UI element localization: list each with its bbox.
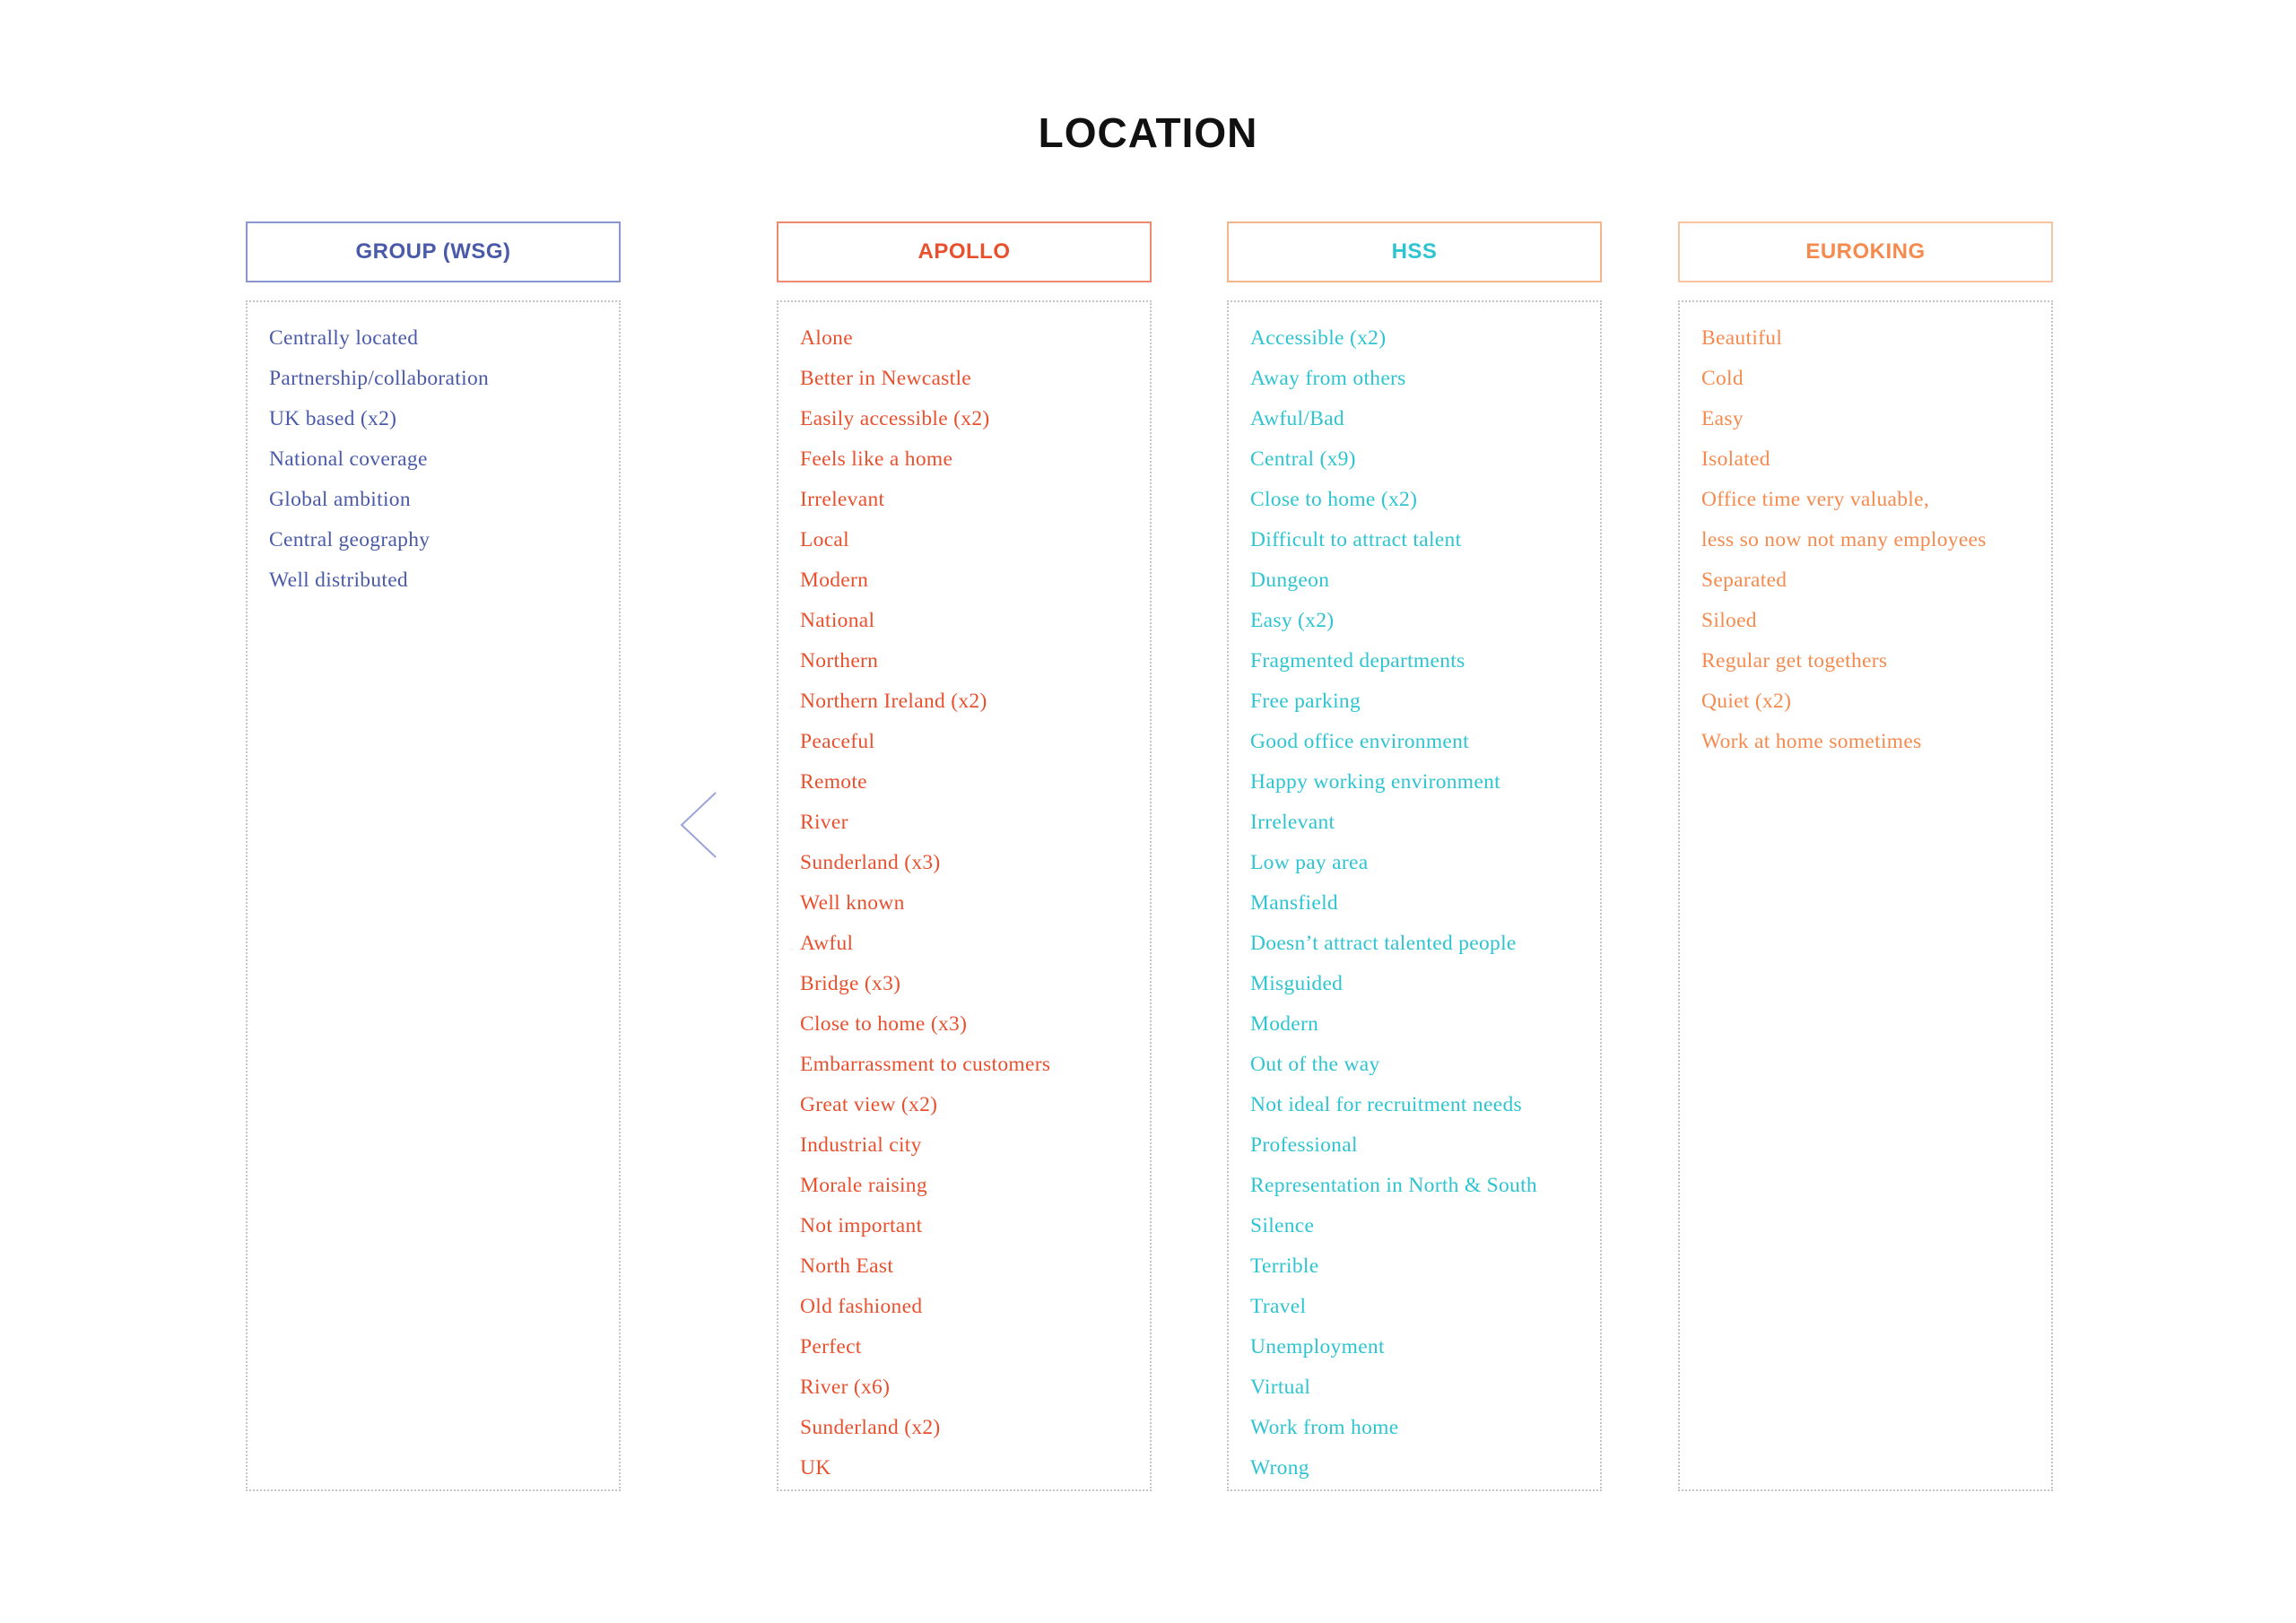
- column-header-hss: [1227, 221, 1602, 282]
- list-item: Old fashioned: [800, 1295, 923, 1318]
- list-item: Easy: [1701, 407, 1744, 430]
- list-item: Not important: [800, 1214, 923, 1237]
- list-item: Beautiful: [1701, 326, 1783, 350]
- list-item: Northern Ireland (x2): [800, 690, 987, 713]
- list-item: River: [800, 811, 848, 834]
- list-item: Free parking: [1250, 690, 1361, 713]
- list-item: Out of the way: [1250, 1053, 1380, 1076]
- column-panel-group: [246, 300, 621, 1491]
- list-item: Silence: [1250, 1214, 1315, 1237]
- column-header-group: [246, 221, 621, 282]
- list-item: Regular get togethers: [1701, 649, 1888, 673]
- list-item: UK based (x2): [269, 407, 397, 430]
- list-item: Morale raising: [800, 1174, 927, 1197]
- list-item: Virtual: [1250, 1376, 1311, 1399]
- list-item: Sunderland (x2): [800, 1416, 941, 1439]
- list-item: Representation in North & South: [1250, 1174, 1537, 1197]
- list-item: Irrelevant: [800, 488, 885, 511]
- list-item: Peaceful: [800, 730, 875, 753]
- word-list: [1701, 318, 2051, 762]
- column-header-euroking: [1678, 221, 2053, 282]
- column-header-apollo: [777, 221, 1152, 282]
- list-item: Centrally located: [269, 326, 419, 350]
- list-item: Terrible: [1250, 1254, 1319, 1278]
- column-panel-apollo: [777, 300, 1152, 1491]
- list-item: Work from home: [1250, 1416, 1399, 1439]
- list-item: UK: [800, 1456, 831, 1480]
- list-item: Modern: [800, 568, 869, 592]
- list-item: Central geography: [269, 528, 430, 551]
- list-item: Isolated: [1701, 447, 1770, 471]
- list-item: Close to home (x3): [800, 1012, 968, 1036]
- list-item: North East: [800, 1254, 894, 1278]
- list-item: Embarrassment to customers: [800, 1053, 1051, 1076]
- list-item: Doesn’t attract talented people: [1250, 932, 1517, 955]
- list-item: Happy working environment: [1250, 770, 1501, 794]
- list-item: Well distributed: [269, 568, 408, 592]
- list-item: Awful/Bad: [1250, 407, 1344, 430]
- column-panel-hss: [1227, 300, 1602, 1491]
- list-item: Central (x9): [1250, 447, 1356, 471]
- column-panel-euroking: [1678, 300, 2053, 1491]
- list-item: Away from others: [1250, 367, 1406, 390]
- list-item: Easily accessible (x2): [800, 407, 990, 430]
- column-header-label: GROUP (WSG): [355, 239, 511, 264]
- column-header-label: HSS: [1391, 239, 1438, 264]
- list-item: Mansfield: [1250, 891, 1338, 915]
- list-item: Fragmented departments: [1250, 649, 1465, 673]
- list-item: Quiet (x2): [1701, 690, 1792, 713]
- list-item: Unemployment: [1250, 1335, 1385, 1358]
- list-item: Separated: [1701, 568, 1787, 592]
- list-item: Perfect: [800, 1335, 862, 1358]
- list-item: Awful: [800, 932, 854, 955]
- column-header-label: APOLLO: [918, 239, 1011, 264]
- word-list: [800, 318, 1150, 1488]
- list-item: Travel: [1250, 1295, 1307, 1318]
- list-item: Cold: [1701, 367, 1744, 390]
- list-item: Global ambition: [269, 488, 411, 511]
- list-item: less so now not many employees: [1701, 528, 1987, 551]
- column-header-label: EUROKING: [1805, 239, 1926, 264]
- list-item: Accessible (x2): [1250, 326, 1387, 350]
- list-item: Not ideal for recruitment needs: [1250, 1093, 1522, 1116]
- word-list: [269, 318, 619, 601]
- list-item: Sunderland (x3): [800, 851, 941, 874]
- list-item: Remote: [800, 770, 867, 794]
- list-item: River (x6): [800, 1376, 891, 1399]
- list-item: Modern: [1250, 1012, 1319, 1036]
- list-item: Alone: [800, 326, 853, 350]
- list-item: Low pay area: [1250, 851, 1369, 874]
- list-item: Irrelevant: [1250, 811, 1335, 834]
- list-item: Easy (x2): [1250, 609, 1335, 632]
- page-title: LOCATION: [1038, 109, 1258, 156]
- chevron-left-icon[interactable]: [678, 791, 719, 859]
- list-item: Well known: [800, 891, 905, 915]
- list-item: Industrial city: [800, 1133, 922, 1157]
- list-item: Work at home sometimes: [1701, 730, 1922, 753]
- list-item: Northern: [800, 649, 879, 673]
- list-item: Wrong: [1250, 1456, 1309, 1480]
- list-item: Feels like a home: [800, 447, 953, 471]
- list-item: Professional: [1250, 1133, 1358, 1157]
- list-item: Dungeon: [1250, 568, 1330, 592]
- list-item: Bridge (x3): [800, 972, 901, 995]
- list-item: National: [800, 609, 875, 632]
- list-item: Better in Newcastle: [800, 367, 972, 390]
- word-list: [1250, 318, 1600, 1488]
- list-item: Difficult to attract talent: [1250, 528, 1462, 551]
- list-item: Good office environment: [1250, 730, 1470, 753]
- list-item: Close to home (x2): [1250, 488, 1418, 511]
- list-item: National coverage: [269, 447, 428, 471]
- list-item: Great view (x2): [800, 1093, 938, 1116]
- list-item: Misguided: [1250, 972, 1344, 995]
- list-item: Partnership/collaboration: [269, 367, 490, 390]
- list-item: Local: [800, 528, 849, 551]
- list-item: Office time very valuable,: [1701, 488, 1930, 511]
- list-item: Siloed: [1701, 609, 1757, 632]
